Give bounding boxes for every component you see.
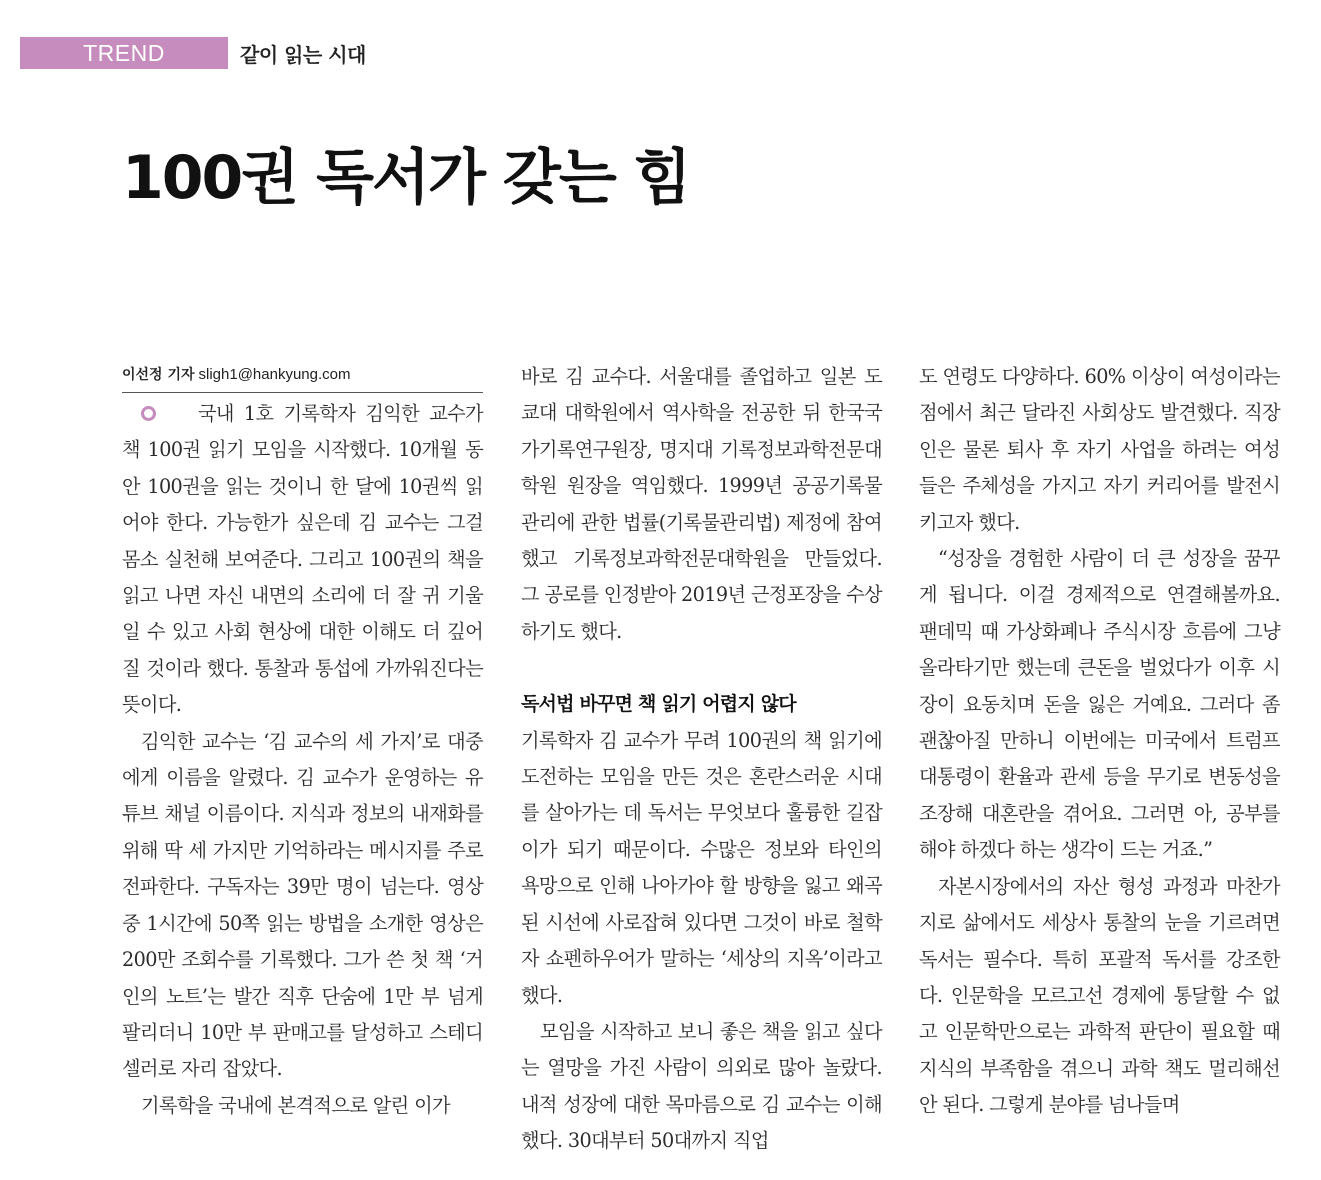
paragraph: 기록학자 김 교수가 무려 100권의 책 읽기에 도전하는 모임을 만든 것은 혼란스러운 시대를 살아가는 데 독서는 무엇보다 훌륭한 길잡이가 되기 때문이다. 수많은 정보와 타인의 욕망으로 인해 나아가야 할 방향을 잃고 왜곡된 시선에 사로잡혀 있다면 그것이 바로 철학자 쇼펜하우어가 말하는 ‘세상의 지옥’이라고 했다. <box>521 728 882 1007</box>
paragraph: 도 연령도 다양하다. 60% 이상이 여성이라는 점에서 최근 달라진 사회상도 발견했다. 직장인은 물론 퇴사 후 자기 사업을 하려는 여성들은 주체성을 가지고 자기 커리어를 발전시키고자 했다. <box>919 365 1280 534</box>
paragraph <box>122 396 483 724</box>
paragraph-text: 국내 1호 기록학자 김익한 교수가 책 100권 읽기 모임을 시작했다. 10개월 동안 100권을 읽는 것이니 한 달에 10권씩 읽어야 한다. 가능한가 싶은데 김 교수는 그걸 몸소 실천해 보여준다. 그리고 100권의 책을 읽고 나면 자신 내면의 소리에 더 잘 귀 기울일 수 있고 사회 현상에 대한 이해도 더 깊어질 것이라 했다. 통찰과 통섭에 가까워진다는 뜻이다. <box>122 402 484 717</box>
paragraph: 모임을 시작하고 보니 좋은 책을 읽고 싶다는 열망을 가진 사람이 의외로 많아 놀랐다. 내적 성장에 대한 목마름으로 김 교수는 이해했다. 30대부터 50대까지 직업 <box>521 1019 882 1153</box>
paragraph: 기록학을 국내에 본격적으로 알린 이가 <box>141 1093 450 1117</box>
bullet-circle-icon <box>141 406 156 421</box>
section-tag: TREND <box>20 37 228 69</box>
column-1 <box>122 396 483 1124</box>
byline <box>122 364 483 393</box>
paragraph: 김익한 교수는 ‘김 교수의 세 가지’로 대중에게 이름을 알렸다. 김 교수가 운영하는 유튜브 채널 이름이다. 지식과 정보의 내재화를 위해 딱 세 가지만 기억하라는 메시지를 주로 전파한다. 구독자는 39만 명이 넘는다. 영상 중 1시간에 50쪽 읽는 방법을 소개한 영상은 200만 조회수를 기록했다. 그가 쓴 첫 책 ‘거인의 노트’는 발간 직후 단숨에 1만 부 넘게 팔리더니 10만 부 판매고를 달성하고 스테디셀러로 자리 잡았다. <box>122 729 483 1081</box>
series-title: 같이 읽는 시대 <box>240 42 366 67</box>
author-email[interactable]: sligh1@hankyung.com <box>198 366 351 383</box>
paragraph: 바로 김 교수다. 서울대를 졸업하고 일본 도쿄대 대학원에서 역사학을 전공한 뒤 한국국가기록연구원장, 명지대 기록정보과학전문대학원 원장을 역임했다. 1999년 공공기록물 관리에 관한 법률(기록물관리법) 제정에 참여했고 기록정보과학전문대학원을 만들었다. 그 공로를 인정받아 2019년 근정포장을 수상하기도 했다. <box>521 365 882 643</box>
section-header <box>20 37 366 69</box>
subheading: 독서법 바꾸면 책 읽기 어렵지 않다 <box>521 693 796 716</box>
quote-paragraph: “성장을 경험한 사람이 더 큰 성장을 꿈꾸게 됩니다. 이걸 경제적으로 연결해볼까요. 팬데믹 때 가상화폐나 주식시장 흐름에 그냥 올라타기만 했는데 큰돈을 벌었다가 이후 시장이 요동치며 돈을 잃은 거예요. 그러다 좀 괜찮아질 만하니 이번에는 미국에서 트럼프 대통령이 환율과 관세 등을 무기로 변동성을 조장해 대혼란을 겪어요. 그러면 아, 공부를 해야 하겠다 하는 생각이 드는 거죠.” <box>919 547 1280 862</box>
column-3 <box>919 359 1280 1124</box>
article-title: 100권 독서가 갖는 힘 <box>122 143 690 213</box>
paragraph: 자본시장에서의 자산 형성 과정과 마찬가지로 삶에서도 세상사 통찰의 눈을 기르려면 독서는 필수다. 특히 포괄적 독서를 강조한다. 인문학을 모르고선 경제에 통달할 수 없고 인문학만으로는 과학적 판단이 필요할 때 지식의 부족함을 겪으니 과학 책도 멀리해선 안 된다. 그렇게 분야를 넘나들며 <box>919 874 1280 1117</box>
author-name: 이선정 기자 <box>122 367 195 383</box>
column-2 <box>521 359 882 1160</box>
